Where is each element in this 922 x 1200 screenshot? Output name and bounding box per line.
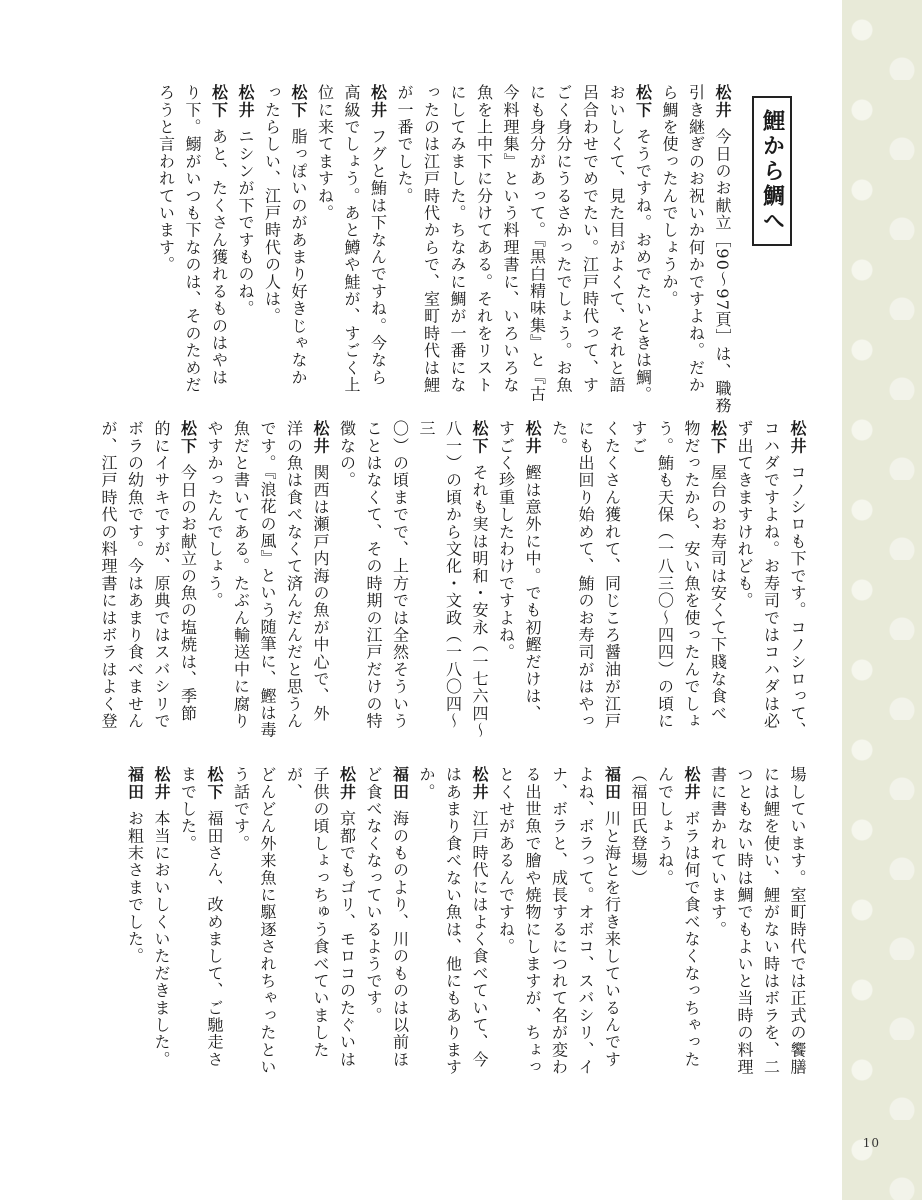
speaker-name: 松下 [470, 420, 489, 455]
speaker-name: 松井 [368, 84, 388, 119]
speaker-name: 松井 [523, 420, 542, 455]
dialogue-line [174, 766, 201, 1086]
dialogue-text: う。鮪も天保（一八三〇〜四四）の頃にすご [629, 420, 675, 730]
dialogue-line [360, 420, 387, 740]
dialogue-line [439, 766, 466, 1086]
dialogue-text: ニシンが下ですものね。 [236, 128, 255, 318]
dialogue-text: とくせがあるんですね。 [496, 766, 516, 956]
dialogue-text: 〇）の頃までで、上方では全然そういう [390, 420, 410, 730]
dialogue-line [121, 420, 148, 740]
speaker-name: 松下 [205, 766, 224, 801]
dialogue-line [201, 420, 228, 740]
dialogue-line [784, 766, 811, 1086]
speaker-name: 松井 [337, 766, 357, 801]
dialogue-text: ったのは江戸時代からで、室町時代は鯉 [421, 84, 441, 394]
speaker-name: 松下 [289, 84, 308, 119]
dialogue-text: 的にイサキですが、原典ではスバシリで [152, 420, 171, 730]
dialogue-line [333, 420, 360, 740]
dialogue-line [704, 420, 731, 740]
dialogue-text: ど食べなくなっているようです。 [364, 766, 383, 1024]
dialogue-text: ボラの幼魚です。今はあまり食べません [125, 420, 145, 730]
dialogue-line [784, 420, 811, 740]
dialogue-text: 京都でもゴリ、モロコのたぐいは [337, 810, 357, 1068]
page-number: 10 [862, 1136, 880, 1150]
dialogue-text: おいしくて、見た目がよくて、それと語 [607, 84, 626, 394]
decorative-side-band [842, 0, 922, 1200]
speaker-name: 福田 [390, 766, 410, 801]
dialogue-text: そうですね。おめでたいときは鯛。 [633, 128, 653, 404]
dialogue-text: にも出回り始めて、鮪のお寿司がはやっ [576, 420, 595, 730]
speaker-name: 福田 [125, 766, 145, 801]
dialogue-line [254, 420, 281, 740]
speaker-name: 松井 [152, 766, 171, 801]
dialogue-line [254, 766, 281, 1086]
dialogue-text: 呂合わせでめでたい。江戸時代って、す [580, 84, 600, 394]
dialogue-text: 脂っぽいのがあまり好きじゃなか [289, 128, 308, 386]
speaker-name: 松井 [311, 420, 330, 455]
dialogue-line [413, 420, 466, 740]
dialogue-text: よね、ボラって。オボコ、スバシリ、イ [576, 766, 595, 1076]
dialogue-line [333, 766, 360, 1086]
dialogue-text: 屋台のお寿司は安くて下賤な食べ [708, 464, 728, 722]
dialogue-line [386, 766, 413, 1086]
dialogue-text: 海のものより、川のものは以前ほ [390, 810, 410, 1068]
dialogue-text: 書に書かれています。 [708, 766, 728, 938]
dialogue-text: 今料理集』という料理書に、いろいろな [501, 84, 520, 394]
dialogue-line [307, 420, 334, 740]
dialogue-line [386, 420, 413, 740]
dialogue-text: ごく身分にうるさかったでしょう。お魚 [554, 84, 573, 394]
dialogue-line [280, 420, 307, 740]
dialogue-line [678, 420, 705, 740]
speaker-name: 松井 [470, 766, 489, 801]
section-heading: 鯉から鯛へ [759, 108, 785, 234]
dialogue-text: ナ、ボラと、成長するにつれて名が変わ [549, 766, 569, 1076]
dialogue-text: 魚を上中下に分けてある。それをリスト [474, 84, 494, 394]
dialogue-line [519, 766, 546, 1086]
dialogue-text: う話です。 [231, 766, 251, 852]
dialogue-line [572, 420, 599, 740]
dialogue-line [704, 766, 731, 1086]
speaker-name: 松下 [708, 420, 728, 455]
dialogue-line [174, 420, 201, 740]
dialogue-text: 子供の頃しょっちゅう食べていましたが、 [284, 766, 330, 1059]
dialogue-text: 引き継ぎのお祝いか何かですよね。だか [686, 84, 706, 394]
dialogue-text: フグと鮪は下なんですね。今なら [368, 128, 388, 386]
dialogue-line [492, 420, 519, 740]
dialogue-text: 今日のお献立［90〜97頁］は、職務 [713, 128, 732, 415]
dialogue-text: る出世魚で膾や焼物にしますが、ちょっ [523, 766, 542, 1076]
dialogue-text: 洋の魚は食べなくて済んだんだと思うん [284, 420, 304, 730]
speaker-name: 松井 [788, 420, 807, 455]
dialogue-text: にも身分があって。『黒白精味集』と『古 [527, 84, 547, 403]
dialogue-text: には鯉を使い、鯉がない時はボラを、二 [761, 766, 781, 1076]
dialogue-text: コノシロも下です。コノシロって、 [788, 464, 807, 740]
dialogue-line [598, 420, 625, 740]
dialogue-line [148, 766, 175, 1086]
dialogue-text: 今日のお献立の魚の塩焼は、季節 [178, 464, 198, 722]
dialogue-text: すごく珍重したわけですよね。 [496, 420, 516, 661]
dialogue-text: お粗末さまでした。 [125, 810, 145, 965]
dialogue-text: が一番でした。 [395, 84, 414, 205]
dialogue-text: それも実は明和・安永（一七六四〜 [470, 464, 489, 740]
dialogue-text: 高級でしょう。あと鱒や鮭が、すごく上 [342, 84, 361, 394]
dialogue-line [545, 420, 572, 740]
dialogue-text: あと、たくさん獲れるものはやは [209, 128, 229, 386]
dialogue-text: ことはなくて、その時期の江戸だけの特 [364, 420, 383, 730]
dialogue-line [121, 766, 148, 1086]
dialogue-text: までした。 [178, 766, 198, 852]
dialogue-text: にしてみました。ちなみに鯛が一番にな [448, 84, 467, 394]
dialogue-block-lower-right [99, 420, 810, 740]
dialogue-text: つともない時は鯛でもよいと当時の料理 [735, 766, 754, 1076]
dialogue-line [148, 420, 175, 740]
dialogue-line [731, 420, 758, 740]
dialogue-text: ったらしい、江戸時代の人は。 [262, 84, 282, 325]
dialogue-line [227, 420, 254, 740]
dialogue-line [651, 766, 678, 1086]
dialogue-line [625, 420, 678, 740]
dialogue-text: 本当においしくいただきました。 [152, 810, 171, 1068]
speaker-name: 松下 [209, 84, 229, 119]
dialogue-text: た。 [549, 420, 569, 455]
section-heading-box [752, 96, 792, 246]
dialogue-line [466, 766, 493, 1086]
dialogue-text: 八一）の頃から文化・文政（一八〇四〜三 [417, 420, 463, 730]
dialogue-text: どんどん外来魚に駆逐されちゃったとい [258, 766, 277, 1076]
dialogue-line [598, 766, 625, 1086]
dialogue-text: 福田さん、改めまして、ご馳走さ [205, 810, 224, 1068]
dialogue-line [280, 766, 333, 1086]
dialogue-text: 徴なの。 [337, 420, 357, 489]
dialogue-text: やすかったんでしょう。 [205, 420, 224, 610]
dialogue-text: か。 [417, 766, 436, 801]
dialogue-text: 川と海とを行き来しているんです [602, 810, 622, 1068]
dialogue-line [757, 766, 784, 1086]
dialogue-line [466, 420, 493, 740]
dialogue-line [227, 766, 254, 1086]
speaker-name: 松下 [178, 420, 198, 455]
dialogue-line [678, 766, 705, 1086]
dialogue-line [625, 766, 652, 1086]
dialogue-line [519, 420, 546, 740]
dialogue-text: 関西は瀬戸内海の魚が中心で、外 [311, 464, 330, 722]
dialogue-text: 江戸時代にはよく食べていて、今 [470, 810, 489, 1068]
speaker-name: 松下 [633, 84, 653, 119]
dialogue-line [731, 766, 758, 1086]
dialogue-line [757, 420, 784, 740]
dialogue-line [201, 766, 228, 1086]
dialogue-text: 物だったから、安い魚を使ったんでしょ [682, 420, 701, 730]
dialogue-text: コハダですよね。お寿司ではコハダは必 [761, 420, 781, 730]
speaker-name: 福田 [602, 766, 622, 801]
dialogue-text: が、江戸時代の料理書にはボラはよく登 [99, 420, 118, 730]
dialogue-text: 魚だと書いてある。たぶん輸送中に腐り [231, 420, 251, 730]
dialogue-text: り下。鰯がいつも下なのは、そのためだ [183, 84, 202, 394]
dialogue-line [360, 766, 387, 1086]
dialogue-text: はあまり食べない魚は、他にもあります [443, 766, 463, 1076]
dialogue-line [95, 420, 122, 740]
dialogue-text: ず出てきますけれども。 [735, 420, 754, 610]
dialogue-line [572, 766, 599, 1086]
speaker-name: 松井 [713, 84, 732, 119]
dialogue-text: んでしょうね。 [655, 766, 675, 887]
dialogue-text: です。『浪花の風』という随筆に、鰹は毒 [258, 420, 277, 739]
dialogue-text: 位に来てますね。 [315, 84, 335, 222]
dialogue-text: くたくさん獲れて、同じころ醤油が江戸 [602, 420, 622, 730]
dialogue-block-bottom [125, 766, 810, 1086]
speaker-name: 松井 [236, 84, 255, 119]
dialogue-text: ろうと言われています。 [156, 84, 176, 274]
dialogue-text: ら鯛を使ったんでしょうか。 [660, 84, 679, 308]
dialogue-line [545, 766, 572, 1086]
dialogue-text: 場しています。室町時代では正式の饗膳 [788, 766, 807, 1076]
dialogue-text: 鰹は意外に中。でも初鰹だけは、 [523, 464, 542, 722]
speaker-name: 松井 [682, 766, 701, 801]
dialogue-text: （福田氏登場） [629, 766, 648, 887]
dialogue-line [413, 766, 440, 1086]
dialogue-line [492, 766, 519, 1086]
dialogue-text: ボラは何で食べなくなっちゃった [682, 810, 701, 1068]
